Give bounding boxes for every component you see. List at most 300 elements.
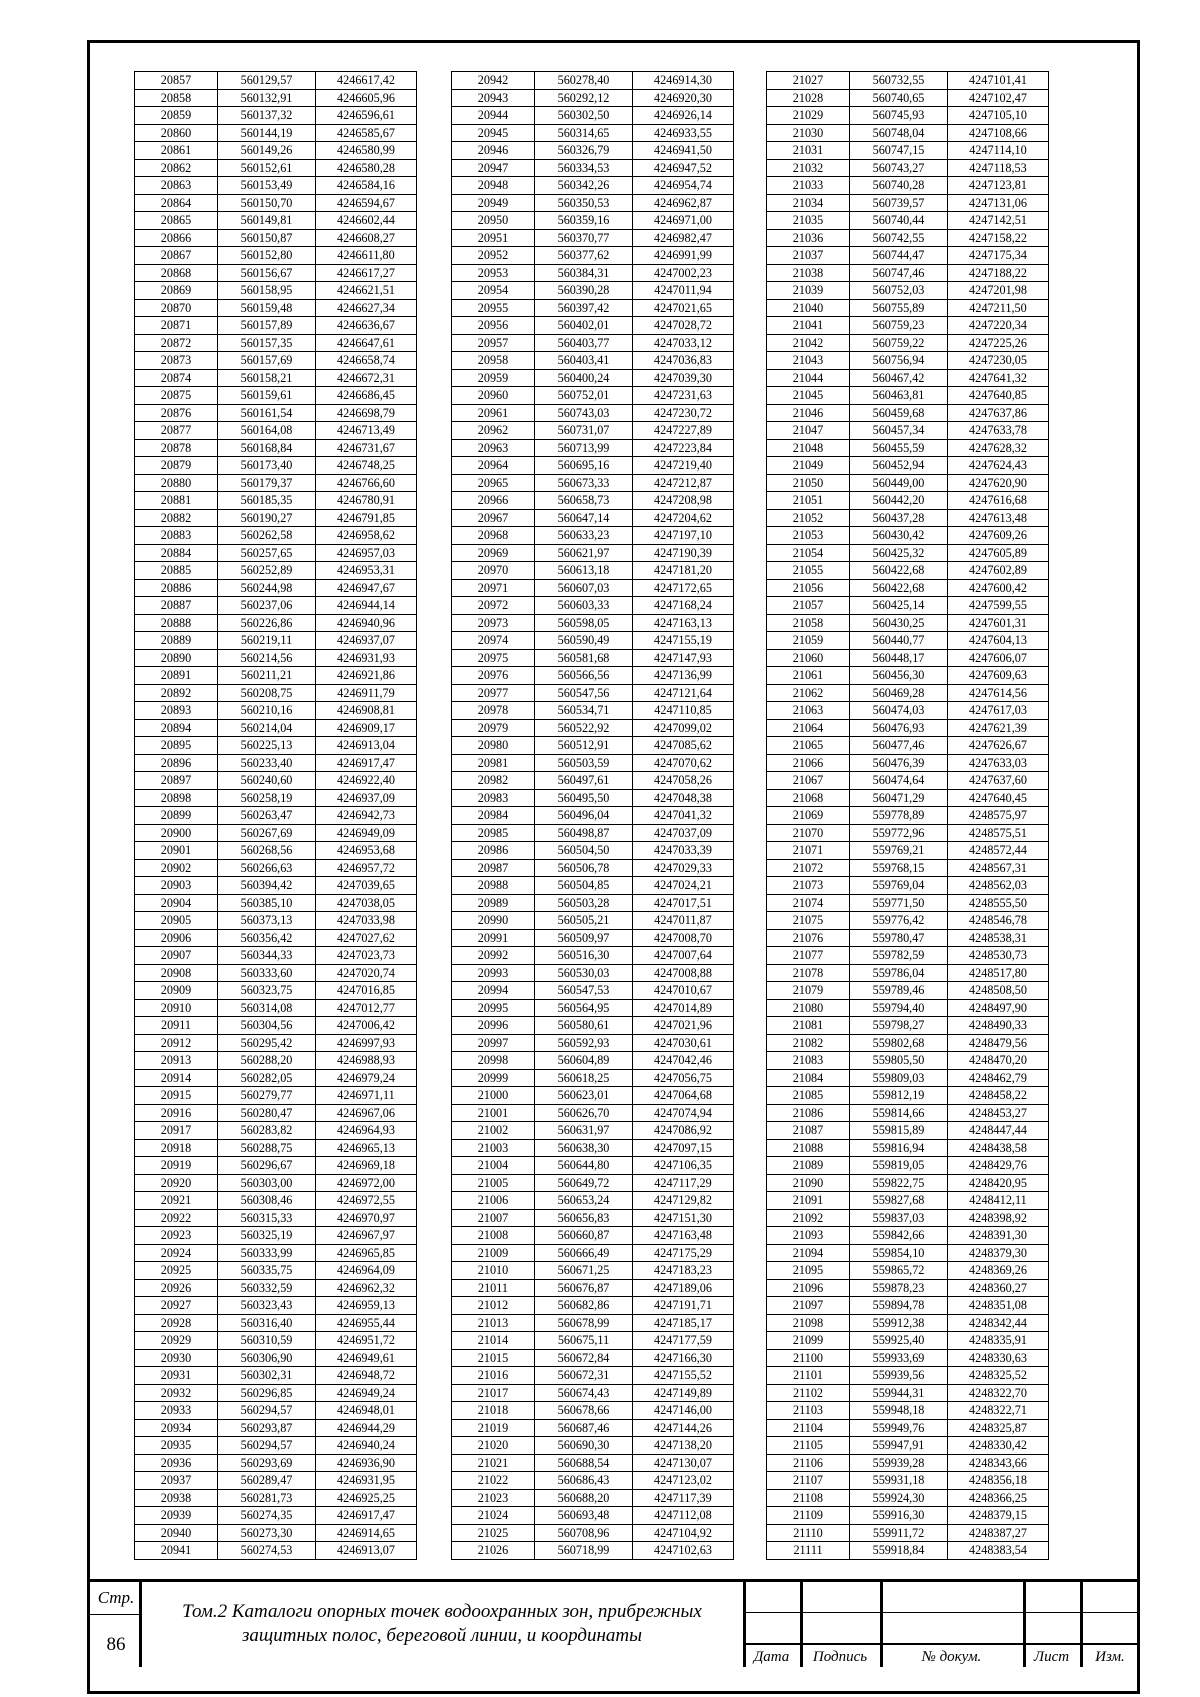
y-coordinate-cell: 4247181,20 xyxy=(633,562,734,580)
x-coordinate-cell: 560633,23 xyxy=(535,527,633,545)
y-coordinate-cell: 4248429,76 xyxy=(948,1157,1049,1175)
x-coordinate-cell: 560159,48 xyxy=(218,299,316,317)
point-number-cell: 20897 xyxy=(135,772,218,790)
x-coordinate-cell: 560618,25 xyxy=(535,1069,633,1087)
table-row xyxy=(452,124,734,142)
table-row xyxy=(135,947,417,965)
table-row xyxy=(767,317,1049,335)
point-number-cell: 20880 xyxy=(135,474,218,492)
x-coordinate-cell: 560505,21 xyxy=(535,912,633,930)
table-row xyxy=(767,702,1049,720)
y-coordinate-cell: 4247614,56 xyxy=(948,684,1049,702)
x-coordinate-cell: 560603,33 xyxy=(535,597,633,615)
table-row xyxy=(767,369,1049,387)
y-coordinate-cell: 4247039,65 xyxy=(316,877,417,895)
y-coordinate-cell: 4246926,14 xyxy=(633,107,734,125)
table-row xyxy=(767,824,1049,842)
table-row xyxy=(767,1157,1049,1175)
y-coordinate-cell: 4246953,68 xyxy=(316,842,417,860)
table-row xyxy=(135,1052,417,1070)
x-coordinate-cell: 559912,38 xyxy=(850,1314,948,1332)
y-coordinate-cell: 4248322,71 xyxy=(948,1402,1049,1420)
x-coordinate-cell: 560390,28 xyxy=(535,282,633,300)
point-number-cell: 21037 xyxy=(767,247,850,265)
table-row xyxy=(767,1507,1049,1525)
y-coordinate-cell: 4246944,29 xyxy=(316,1419,417,1437)
table-row xyxy=(135,667,417,685)
y-coordinate-cell: 4247129,82 xyxy=(633,1192,734,1210)
point-number-cell: 21023 xyxy=(452,1489,535,1507)
y-coordinate-cell: 4247190,39 xyxy=(633,544,734,562)
y-coordinate-cell: 4247155,52 xyxy=(633,1367,734,1385)
y-coordinate-cell: 4247105,10 xyxy=(948,107,1049,125)
y-coordinate-cell: 4246949,61 xyxy=(316,1349,417,1367)
x-coordinate-cell: 560759,23 xyxy=(850,317,948,335)
table-row xyxy=(767,614,1049,632)
x-coordinate-cell: 560743,03 xyxy=(535,404,633,422)
table-row xyxy=(452,1227,734,1245)
point-number-cell: 20958 xyxy=(452,352,535,370)
y-coordinate-cell: 4247220,34 xyxy=(948,317,1049,335)
x-coordinate-cell: 560316,40 xyxy=(218,1314,316,1332)
x-coordinate-cell: 560476,93 xyxy=(850,719,948,737)
table-row xyxy=(452,509,734,527)
y-coordinate-cell: 4247151,30 xyxy=(633,1209,734,1227)
coordinates-table-1 xyxy=(134,71,417,1560)
table-row xyxy=(452,1454,734,1472)
point-number-cell: 21077 xyxy=(767,947,850,965)
x-coordinate-cell: 559918,84 xyxy=(850,1542,948,1560)
point-number-cell: 20981 xyxy=(452,754,535,772)
y-coordinate-cell: 4246913,07 xyxy=(316,1542,417,1560)
point-number-cell: 20944 xyxy=(452,107,535,125)
point-number-cell: 21094 xyxy=(767,1244,850,1262)
table-row xyxy=(452,842,734,860)
point-number-cell: 20879 xyxy=(135,457,218,475)
table-row xyxy=(135,1209,417,1227)
x-coordinate-cell: 560281,73 xyxy=(218,1489,316,1507)
y-coordinate-cell: 4248470,20 xyxy=(948,1052,1049,1070)
y-coordinate-cell: 4247208,98 xyxy=(633,492,734,510)
x-coordinate-cell: 560756,94 xyxy=(850,352,948,370)
y-coordinate-cell: 4247058,26 xyxy=(633,772,734,790)
y-coordinate-cell: 4246959,13 xyxy=(316,1297,417,1315)
table-row xyxy=(767,124,1049,142)
y-coordinate-cell: 4246605,96 xyxy=(316,89,417,107)
y-coordinate-cell: 4248546,78 xyxy=(948,912,1049,930)
x-coordinate-cell: 560402,01 xyxy=(535,317,633,335)
point-number-cell: 21085 xyxy=(767,1087,850,1105)
table-row xyxy=(135,1017,417,1035)
point-number-cell: 20903 xyxy=(135,877,218,895)
x-coordinate-cell: 559782,59 xyxy=(850,947,948,965)
table-row xyxy=(452,684,734,702)
table-row xyxy=(452,1349,734,1367)
coordinates-table-3 xyxy=(766,71,1049,1560)
point-number-cell: 20985 xyxy=(452,824,535,842)
y-coordinate-cell: 4246964,93 xyxy=(316,1122,417,1140)
x-coordinate-cell: 560713,99 xyxy=(535,439,633,457)
y-coordinate-cell: 4246988,93 xyxy=(316,1052,417,1070)
point-number-cell: 21066 xyxy=(767,754,850,772)
y-coordinate-cell: 4246594,67 xyxy=(316,194,417,212)
y-coordinate-cell: 4246617,27 xyxy=(316,264,417,282)
point-number-cell: 20974 xyxy=(452,632,535,650)
y-coordinate-cell: 4246713,49 xyxy=(316,422,417,440)
x-coordinate-cell: 560547,53 xyxy=(535,982,633,1000)
y-coordinate-cell: 4247017,51 xyxy=(633,894,734,912)
point-number-cell: 20966 xyxy=(452,492,535,510)
y-coordinate-cell: 4247211,50 xyxy=(948,299,1049,317)
x-coordinate-cell: 559802,68 xyxy=(850,1034,948,1052)
y-coordinate-cell: 4247637,60 xyxy=(948,772,1049,790)
x-coordinate-cell: 560742,55 xyxy=(850,229,948,247)
x-coordinate-cell: 560666,49 xyxy=(535,1244,633,1262)
x-coordinate-cell: 560294,57 xyxy=(218,1437,316,1455)
point-number-cell: 21014 xyxy=(452,1332,535,1350)
y-coordinate-cell: 4246954,74 xyxy=(633,177,734,195)
y-coordinate-cell: 4247056,75 xyxy=(633,1069,734,1087)
table-row xyxy=(767,1104,1049,1122)
x-coordinate-cell: 560674,43 xyxy=(535,1384,633,1402)
x-coordinate-cell: 559772,96 xyxy=(850,824,948,842)
point-number-cell: 20863 xyxy=(135,177,218,195)
y-coordinate-cell: 4247138,20 xyxy=(633,1437,734,1455)
point-number-cell: 20902 xyxy=(135,859,218,877)
table-row xyxy=(767,439,1049,457)
x-coordinate-cell: 560384,31 xyxy=(535,264,633,282)
table-row xyxy=(767,772,1049,790)
y-coordinate-cell: 4246949,24 xyxy=(316,1384,417,1402)
table-row xyxy=(452,562,734,580)
point-number-cell: 20917 xyxy=(135,1122,218,1140)
table-row xyxy=(135,859,417,877)
y-coordinate-cell: 4247163,48 xyxy=(633,1227,734,1245)
y-coordinate-cell: 4248575,97 xyxy=(948,807,1049,825)
y-coordinate-cell: 4247620,90 xyxy=(948,474,1049,492)
table-row xyxy=(767,142,1049,160)
x-coordinate-cell: 560356,42 xyxy=(218,929,316,947)
y-coordinate-cell: 4247123,81 xyxy=(948,177,1049,195)
point-number-cell: 21106 xyxy=(767,1454,850,1472)
x-coordinate-cell: 559771,50 xyxy=(850,894,948,912)
y-coordinate-cell: 4246780,91 xyxy=(316,492,417,510)
point-number-cell: 20964 xyxy=(452,457,535,475)
y-coordinate-cell: 4248453,27 xyxy=(948,1104,1049,1122)
y-coordinate-cell: 4248379,30 xyxy=(948,1244,1049,1262)
table-row xyxy=(135,194,417,212)
y-coordinate-cell: 4246922,40 xyxy=(316,772,417,790)
table-row xyxy=(452,999,734,1017)
y-coordinate-cell: 4247023,73 xyxy=(316,947,417,965)
x-coordinate-cell: 560506,78 xyxy=(535,859,633,877)
y-coordinate-cell: 4247633,03 xyxy=(948,754,1049,772)
table-row xyxy=(767,352,1049,370)
point-number-cell: 20911 xyxy=(135,1017,218,1035)
table-row xyxy=(767,247,1049,265)
x-coordinate-cell: 560258,19 xyxy=(218,789,316,807)
x-coordinate-cell: 560740,28 xyxy=(850,177,948,195)
x-coordinate-cell: 560377,62 xyxy=(535,247,633,265)
table-row xyxy=(767,422,1049,440)
point-number-cell: 20873 xyxy=(135,352,218,370)
table-row xyxy=(135,1227,417,1245)
x-coordinate-cell: 560425,14 xyxy=(850,597,948,615)
table-row xyxy=(135,89,417,107)
table-row xyxy=(135,422,417,440)
point-number-cell: 21010 xyxy=(452,1262,535,1280)
x-coordinate-cell: 560467,42 xyxy=(850,369,948,387)
y-coordinate-cell: 4247144,26 xyxy=(633,1419,734,1437)
table-row xyxy=(767,649,1049,667)
point-number-cell: 20939 xyxy=(135,1507,218,1525)
table-row xyxy=(452,964,734,982)
y-coordinate-cell: 4247012,77 xyxy=(316,999,417,1017)
table-row xyxy=(452,982,734,1000)
table-row xyxy=(135,964,417,982)
point-number-cell: 21006 xyxy=(452,1192,535,1210)
table-row xyxy=(452,264,734,282)
x-coordinate-cell: 560477,46 xyxy=(850,737,948,755)
table-row xyxy=(135,1139,417,1157)
point-number-cell: 20931 xyxy=(135,1367,218,1385)
y-coordinate-cell: 4246647,61 xyxy=(316,334,417,352)
y-coordinate-cell: 4248508,50 xyxy=(948,982,1049,1000)
point-number-cell: 21025 xyxy=(452,1524,535,1542)
header-doc-number: № докум. xyxy=(921,1649,982,1665)
x-coordinate-cell: 560293,87 xyxy=(218,1419,316,1437)
x-coordinate-cell: 560687,46 xyxy=(535,1419,633,1437)
table-row xyxy=(135,579,417,597)
x-coordinate-cell: 559878,23 xyxy=(850,1279,948,1297)
table-row xyxy=(135,737,417,755)
table-row xyxy=(135,509,417,527)
point-number-cell: 21100 xyxy=(767,1349,850,1367)
x-coordinate-cell: 560566,56 xyxy=(535,667,633,685)
y-coordinate-cell: 4246965,85 xyxy=(316,1244,417,1262)
table-row xyxy=(452,632,734,650)
table-row xyxy=(135,807,417,825)
x-coordinate-cell: 560745,93 xyxy=(850,107,948,125)
x-coordinate-cell: 560292,12 xyxy=(535,89,633,107)
table-row xyxy=(452,702,734,720)
table-row xyxy=(135,912,417,930)
y-coordinate-cell: 4248562,03 xyxy=(948,877,1049,895)
point-number-cell: 20957 xyxy=(452,334,535,352)
point-number-cell: 20887 xyxy=(135,597,218,615)
point-number-cell: 20885 xyxy=(135,562,218,580)
table-row xyxy=(452,1174,734,1192)
x-coordinate-cell: 560326,79 xyxy=(535,142,633,160)
point-number-cell: 20978 xyxy=(452,702,535,720)
y-coordinate-cell: 4247146,00 xyxy=(633,1402,734,1420)
table-row xyxy=(135,999,417,1017)
table-row xyxy=(135,352,417,370)
y-coordinate-cell: 4247104,92 xyxy=(633,1524,734,1542)
y-coordinate-cell: 4247223,84 xyxy=(633,439,734,457)
y-coordinate-cell: 4246979,24 xyxy=(316,1069,417,1087)
point-number-cell: 21043 xyxy=(767,352,850,370)
x-coordinate-cell: 560607,03 xyxy=(535,579,633,597)
point-number-cell: 21032 xyxy=(767,159,850,177)
y-coordinate-cell: 4246914,65 xyxy=(316,1524,417,1542)
x-coordinate-cell: 560739,57 xyxy=(850,194,948,212)
point-number-cell: 21110 xyxy=(767,1524,850,1542)
x-coordinate-cell: 560159,61 xyxy=(218,387,316,405)
table-row xyxy=(767,1209,1049,1227)
table-row xyxy=(767,1367,1049,1385)
x-coordinate-cell: 560190,27 xyxy=(218,509,316,527)
x-coordinate-cell: 560690,30 xyxy=(535,1437,633,1455)
y-coordinate-cell: 4246957,03 xyxy=(316,544,417,562)
x-coordinate-cell: 559916,30 xyxy=(850,1507,948,1525)
y-coordinate-cell: 4247048,38 xyxy=(633,789,734,807)
table-row xyxy=(767,719,1049,737)
point-number-cell: 20870 xyxy=(135,299,218,317)
point-number-cell: 20969 xyxy=(452,544,535,562)
x-coordinate-cell: 560469,28 xyxy=(850,684,948,702)
x-coordinate-cell: 559805,50 xyxy=(850,1052,948,1070)
y-coordinate-cell: 4247225,26 xyxy=(948,334,1049,352)
x-coordinate-cell: 560649,72 xyxy=(535,1174,633,1192)
y-coordinate-cell: 4247016,85 xyxy=(316,982,417,1000)
x-coordinate-cell: 560449,00 xyxy=(850,474,948,492)
table-row xyxy=(767,527,1049,545)
table-row xyxy=(767,1297,1049,1315)
point-number-cell: 20923 xyxy=(135,1227,218,1245)
y-coordinate-cell: 4247189,06 xyxy=(633,1279,734,1297)
point-number-cell: 21105 xyxy=(767,1437,850,1455)
y-coordinate-cell: 4247637,86 xyxy=(948,404,1049,422)
table-row xyxy=(452,1472,734,1490)
point-number-cell: 20943 xyxy=(452,89,535,107)
table-row xyxy=(452,1507,734,1525)
x-coordinate-cell: 559925,40 xyxy=(850,1332,948,1350)
x-coordinate-cell: 560425,32 xyxy=(850,544,948,562)
point-number-cell: 20872 xyxy=(135,334,218,352)
point-number-cell: 21047 xyxy=(767,422,850,440)
table-row xyxy=(135,719,417,737)
table-row xyxy=(135,1069,417,1087)
point-number-cell: 21007 xyxy=(452,1209,535,1227)
y-coordinate-cell: 4246658,74 xyxy=(316,352,417,370)
y-coordinate-cell: 4247158,22 xyxy=(948,229,1049,247)
point-number-cell: 21028 xyxy=(767,89,850,107)
x-coordinate-cell: 560503,28 xyxy=(535,894,633,912)
table-row xyxy=(452,667,734,685)
y-coordinate-cell: 4247041,32 xyxy=(633,807,734,825)
x-coordinate-cell: 560455,59 xyxy=(850,439,948,457)
point-number-cell: 21048 xyxy=(767,439,850,457)
point-number-cell: 21049 xyxy=(767,457,850,475)
point-number-cell: 20935 xyxy=(135,1437,218,1455)
x-coordinate-cell: 560342,26 xyxy=(535,177,633,195)
x-coordinate-cell: 560323,75 xyxy=(218,982,316,1000)
x-coordinate-cell: 560278,40 xyxy=(535,72,633,90)
point-number-cell: 20899 xyxy=(135,807,218,825)
y-coordinate-cell: 4246964,09 xyxy=(316,1262,417,1280)
point-number-cell: 21046 xyxy=(767,404,850,422)
table-row xyxy=(452,194,734,212)
table-row xyxy=(767,789,1049,807)
table-row xyxy=(135,1034,417,1052)
y-coordinate-cell: 4248575,51 xyxy=(948,824,1049,842)
table-row xyxy=(767,999,1049,1017)
table-row xyxy=(767,1314,1049,1332)
table-row xyxy=(767,404,1049,422)
point-number-cell: 21057 xyxy=(767,597,850,615)
table-row xyxy=(767,177,1049,195)
y-coordinate-cell: 4247227,89 xyxy=(633,422,734,440)
y-coordinate-cell: 4247033,98 xyxy=(316,912,417,930)
table-row xyxy=(452,334,734,352)
y-coordinate-cell: 4246925,25 xyxy=(316,1489,417,1507)
point-number-cell: 20999 xyxy=(452,1069,535,1087)
y-coordinate-cell: 4247606,07 xyxy=(948,649,1049,667)
x-coordinate-cell: 560744,47 xyxy=(850,247,948,265)
y-coordinate-cell: 4247038,05 xyxy=(316,894,417,912)
x-coordinate-cell: 560304,56 xyxy=(218,1017,316,1035)
point-number-cell: 20892 xyxy=(135,684,218,702)
y-coordinate-cell: 4247007,64 xyxy=(633,947,734,965)
x-coordinate-cell: 560495,50 xyxy=(535,789,633,807)
table-row xyxy=(452,1244,734,1262)
x-coordinate-cell: 560137,32 xyxy=(218,107,316,125)
table-row xyxy=(767,1384,1049,1402)
table-row xyxy=(135,1332,417,1350)
x-coordinate-cell: 560752,03 xyxy=(850,282,948,300)
x-coordinate-cell: 560452,94 xyxy=(850,457,948,475)
table-row xyxy=(767,544,1049,562)
point-number-cell: 21102 xyxy=(767,1384,850,1402)
point-number-cell: 21109 xyxy=(767,1507,850,1525)
y-coordinate-cell: 4246947,67 xyxy=(316,579,417,597)
point-number-cell: 21082 xyxy=(767,1034,850,1052)
table-row xyxy=(452,1087,734,1105)
table-row xyxy=(767,1227,1049,1245)
table-row xyxy=(767,1419,1049,1437)
x-coordinate-cell: 560504,85 xyxy=(535,877,633,895)
x-coordinate-cell: 560350,53 xyxy=(535,194,633,212)
y-coordinate-cell: 4246580,28 xyxy=(316,159,417,177)
x-coordinate-cell: 560564,95 xyxy=(535,999,633,1017)
x-coordinate-cell: 560296,85 xyxy=(218,1384,316,1402)
point-number-cell: 20961 xyxy=(452,404,535,422)
point-number-cell: 21003 xyxy=(452,1139,535,1157)
table-row xyxy=(767,1087,1049,1105)
table-row xyxy=(452,142,734,160)
table-row xyxy=(452,859,734,877)
x-coordinate-cell: 560672,31 xyxy=(535,1367,633,1385)
y-coordinate-cell: 4246933,55 xyxy=(633,124,734,142)
table-row xyxy=(767,1034,1049,1052)
y-coordinate-cell: 4246958,62 xyxy=(316,527,417,545)
header-sheet: Лист xyxy=(1033,1649,1070,1665)
x-coordinate-cell: 559798,27 xyxy=(850,1017,948,1035)
y-coordinate-cell: 4247175,34 xyxy=(948,247,1049,265)
table-row xyxy=(452,579,734,597)
x-coordinate-cell: 560504,50 xyxy=(535,842,633,860)
table-row xyxy=(767,807,1049,825)
x-coordinate-cell: 560647,14 xyxy=(535,509,633,527)
table-row xyxy=(767,107,1049,125)
x-coordinate-cell: 560660,87 xyxy=(535,1227,633,1245)
table-row xyxy=(452,824,734,842)
table-row xyxy=(135,544,417,562)
y-coordinate-cell: 4246917,47 xyxy=(316,754,417,772)
x-coordinate-cell: 560440,77 xyxy=(850,632,948,650)
x-coordinate-cell: 559769,04 xyxy=(850,877,948,895)
